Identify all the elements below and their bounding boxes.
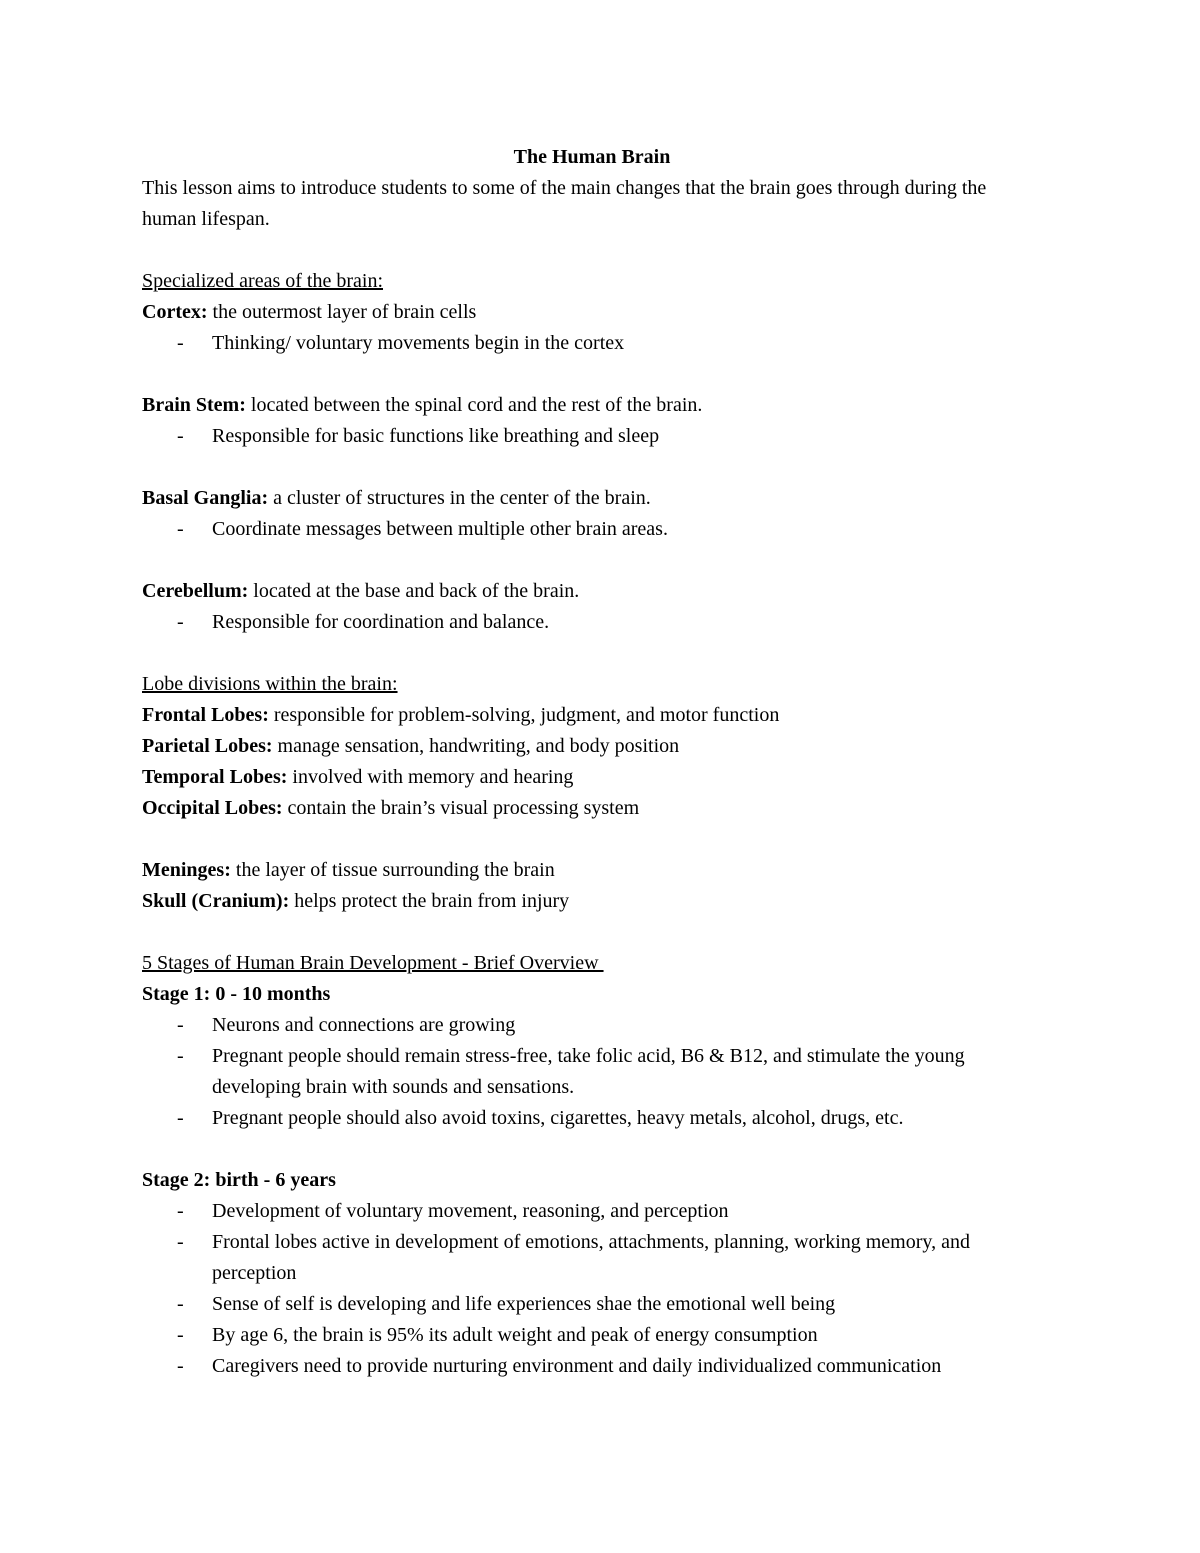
basal-ganglia-bullets bbox=[142, 514, 1042, 545]
cortex-bullets bbox=[142, 328, 1042, 359]
cortex-term: Cortex: bbox=[142, 301, 208, 323]
list-item: - By age 6, the brain is 95% its adult weight and peak of energy consumption bbox=[212, 1320, 1042, 1351]
list-item: - Responsible for basic functions like breathing and sleep bbox=[212, 421, 1042, 452]
stage-1-bullets bbox=[142, 1010, 1042, 1134]
basal-ganglia-text: a cluster of structures in the center of the brain. bbox=[268, 487, 651, 509]
skull-text: helps protect the brain from injury bbox=[289, 890, 570, 912]
parietal-lobes-term: Parietal Lobes: bbox=[142, 735, 273, 757]
spacer bbox=[142, 545, 1042, 576]
document-page bbox=[142, 142, 1042, 1382]
spacer bbox=[142, 638, 1042, 669]
brain-stem-term: Brain Stem: bbox=[142, 394, 246, 416]
list-item: - Development of voluntary movement, reasoning, and perception bbox=[212, 1196, 1042, 1227]
stages-heading: 5 Stages of Human Brain Development - Brief Overview bbox=[142, 952, 604, 974]
temporal-lobes-definition bbox=[142, 762, 1042, 793]
cortex-definition bbox=[142, 297, 1042, 328]
temporal-lobes-text: involved with memory and hearing bbox=[287, 766, 574, 788]
stage-1-heading: Stage 1: 0 - 10 months bbox=[142, 983, 331, 1005]
stage-2-bullets bbox=[142, 1196, 1042, 1382]
list-item: - Responsible for coordination and balance. bbox=[212, 607, 1042, 638]
list-item: - Neurons and connections are growing bbox=[212, 1010, 1042, 1041]
list-item: - Caregivers need to provide nurturing environment and daily individualized communication bbox=[212, 1351, 1042, 1382]
list-item: - Frontal lobes active in development of emotions, attachments, planning, working memory, and perception bbox=[212, 1227, 1042, 1289]
spacer bbox=[142, 1134, 1042, 1165]
frontal-lobes-text: responsible for problem-solving, judgment, and motor function bbox=[268, 704, 780, 726]
brain-stem-definition bbox=[142, 390, 1042, 421]
frontal-lobes-term: Frontal Lobes: bbox=[142, 704, 269, 726]
occipital-lobes-definition bbox=[142, 793, 1042, 824]
meninges-term: Meninges: bbox=[142, 859, 231, 881]
spacer bbox=[142, 452, 1042, 483]
skull-definition bbox=[142, 886, 1042, 917]
spacer bbox=[142, 235, 1042, 266]
meninges-definition bbox=[142, 855, 1042, 886]
temporal-lobes-term: Temporal Lobes: bbox=[142, 766, 288, 788]
list-item: - Thinking/ voluntary movements begin in the cortex bbox=[212, 328, 1042, 359]
occipital-lobes-term: Occipital Lobes: bbox=[142, 797, 283, 819]
occipital-lobes-text: contain the brain’s visual processing system bbox=[282, 797, 640, 819]
specialized-heading: Specialized areas of the brain: bbox=[142, 270, 383, 292]
document-title: The Human Brain bbox=[513, 146, 671, 168]
cerebellum-bullets bbox=[142, 607, 1042, 638]
cortex-text: the outermost layer of brain cells bbox=[207, 301, 477, 323]
lobes-heading: Lobe divisions within the brain: bbox=[142, 673, 398, 695]
spacer bbox=[142, 359, 1042, 390]
basal-ganglia-definition bbox=[142, 483, 1042, 514]
parietal-lobes-text: manage sensation, handwriting, and body position bbox=[272, 735, 680, 757]
intro-paragraph: This lesson aims to introduce students to some of the main changes that the brain goes through during the human lifespan. bbox=[142, 177, 987, 230]
spacer bbox=[142, 917, 1042, 948]
list-item: - Pregnant people should remain stress-free, take folic acid, B6 & B12, and stimulate the young developing brain with sounds and sensations. bbox=[212, 1041, 1042, 1103]
list-item: - Coordinate messages between multiple other brain areas. bbox=[212, 514, 1042, 545]
list-item: - Pregnant people should also avoid toxins, cigarettes, heavy metals, alcohol, drugs, etc. bbox=[212, 1103, 1042, 1134]
spacer bbox=[142, 824, 1042, 855]
meninges-text: the layer of tissue surrounding the brain bbox=[230, 859, 555, 881]
brain-stem-text: located between the spinal cord and the rest of the brain. bbox=[245, 394, 703, 416]
skull-term: Skull (Cranium): bbox=[142, 890, 290, 912]
list-item: - Sense of self is developing and life experiences shae the emotional well being bbox=[212, 1289, 1042, 1320]
frontal-lobes-definition bbox=[142, 700, 1042, 731]
cerebellum-term: Cerebellum: bbox=[142, 580, 249, 602]
cerebellum-definition bbox=[142, 576, 1042, 607]
stage-2-heading: Stage 2: birth - 6 years bbox=[142, 1169, 336, 1191]
cerebellum-text: located at the base and back of the brain. bbox=[248, 580, 580, 602]
basal-ganglia-term: Basal Ganglia: bbox=[142, 487, 269, 509]
brain-stem-bullets bbox=[142, 421, 1042, 452]
parietal-lobes-definition bbox=[142, 731, 1042, 762]
